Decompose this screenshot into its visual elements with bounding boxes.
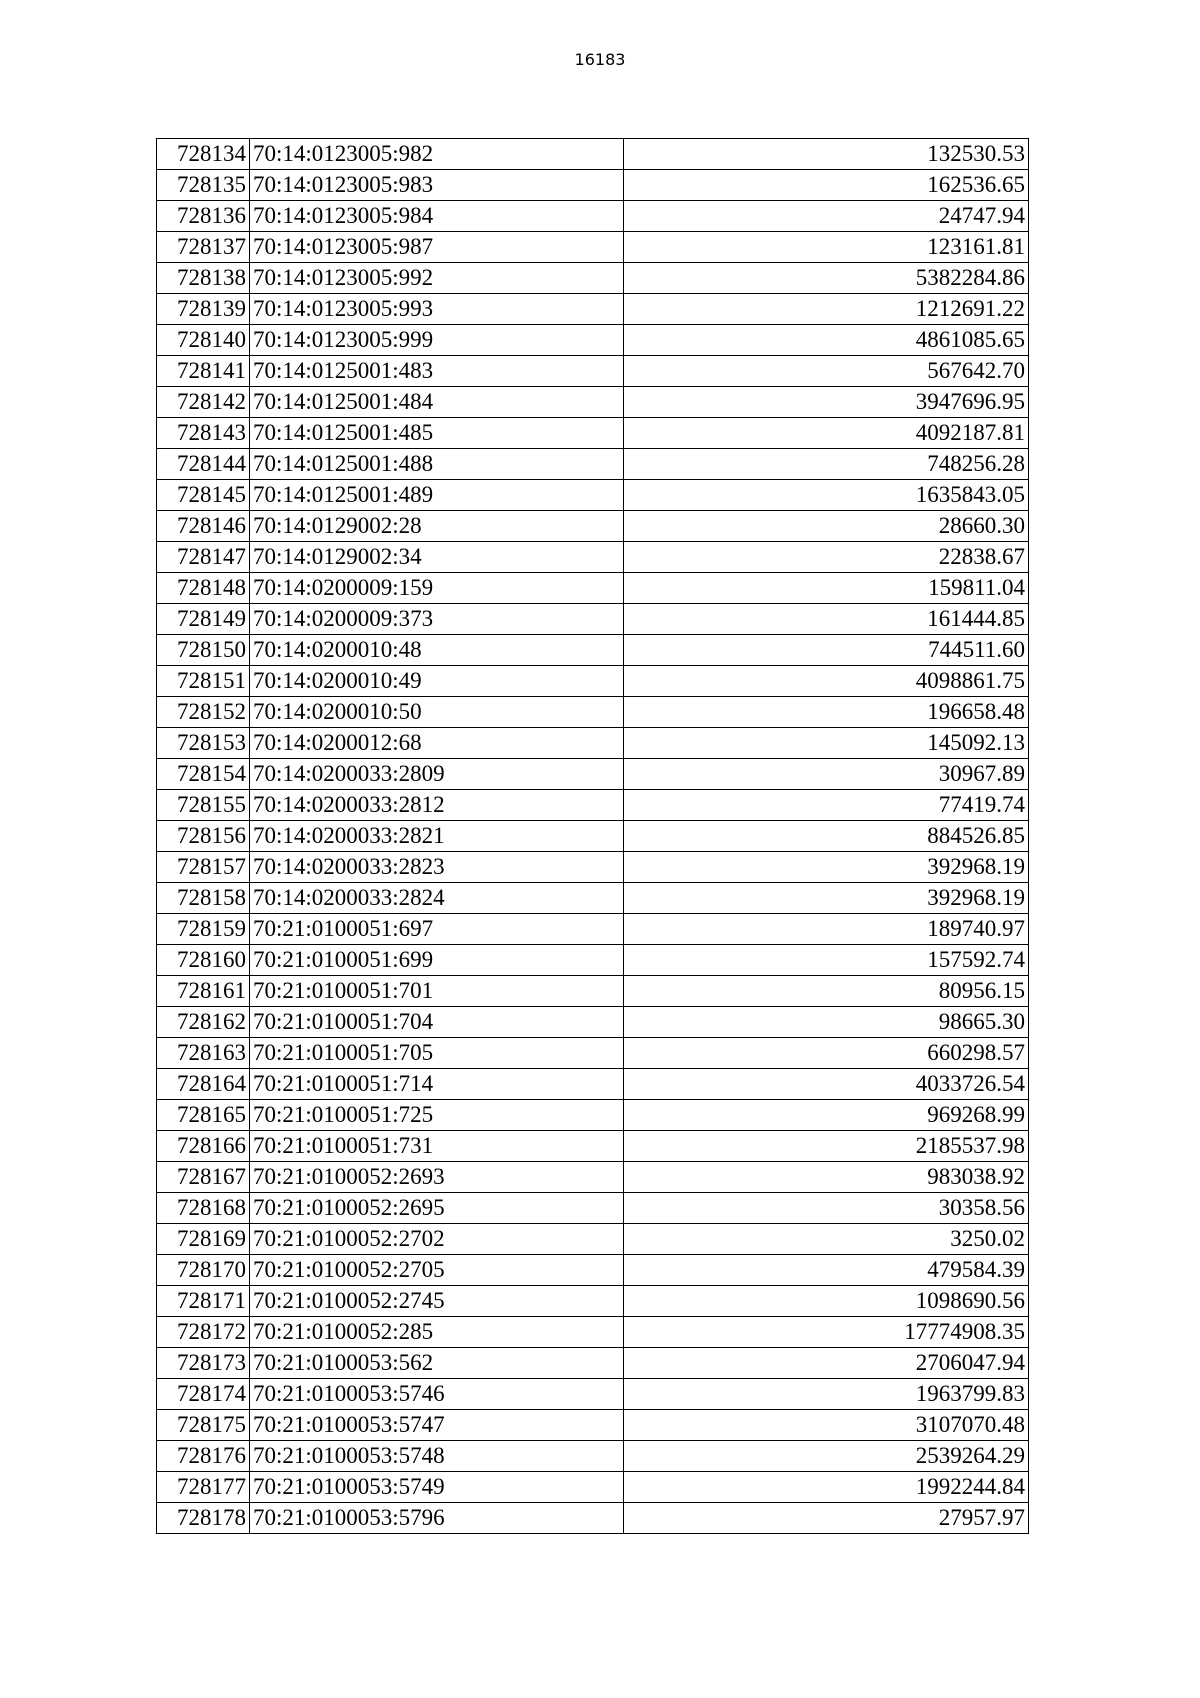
page-number: 16183 [574, 50, 626, 69]
cadastral-number-cell: 70:21:0100051:705 [250, 1038, 624, 1069]
cadastral-number-cell: 70:14:0125001:485 [250, 418, 624, 449]
cadastral-number-cell: 70:14:0125001:483 [250, 356, 624, 387]
table-row [157, 511, 1029, 542]
table-row [157, 1131, 1029, 1162]
row-number-cell: 728156 [157, 821, 250, 852]
value-cell: 392968.19 [624, 883, 1029, 914]
cadastral-number-cell: 70:21:0100053:5796 [250, 1503, 624, 1534]
row-number-cell: 728176 [157, 1441, 250, 1472]
cadastral-number-cell: 70:21:0100052:2702 [250, 1224, 624, 1255]
data-table [156, 138, 1029, 1534]
value-cell: 5382284.86 [624, 263, 1029, 294]
row-number-cell: 728146 [157, 511, 250, 542]
row-number-cell: 728162 [157, 1007, 250, 1038]
cadastral-number-cell: 70:14:0123005:999 [250, 325, 624, 356]
value-cell: 884526.85 [624, 821, 1029, 852]
table-row [157, 976, 1029, 1007]
value-cell: 4861085.65 [624, 325, 1029, 356]
table-row [157, 1224, 1029, 1255]
row-number-cell: 728145 [157, 480, 250, 511]
value-cell: 969268.99 [624, 1100, 1029, 1131]
cadastral-number-cell: 70:21:0100053:5749 [250, 1472, 624, 1503]
cadastral-number-cell: 70:14:0200033:2812 [250, 790, 624, 821]
value-cell: 4098861.75 [624, 666, 1029, 697]
value-cell: 983038.92 [624, 1162, 1029, 1193]
row-number-cell: 728175 [157, 1410, 250, 1441]
cadastral-number-cell: 70:14:0123005:983 [250, 170, 624, 201]
value-cell: 567642.70 [624, 356, 1029, 387]
row-number-cell: 728152 [157, 697, 250, 728]
value-cell: 24747.94 [624, 201, 1029, 232]
value-cell: 4092187.81 [624, 418, 1029, 449]
table-row [157, 1038, 1029, 1069]
table-row [157, 945, 1029, 976]
cadastral-number-cell: 70:14:0200033:2821 [250, 821, 624, 852]
cadastral-number-cell: 70:21:0100052:2705 [250, 1255, 624, 1286]
table-row [157, 1162, 1029, 1193]
row-number-cell: 728169 [157, 1224, 250, 1255]
value-cell: 1963799.83 [624, 1379, 1029, 1410]
row-number-cell: 728173 [157, 1348, 250, 1379]
table-row [157, 449, 1029, 480]
value-cell: 3250.02 [624, 1224, 1029, 1255]
cadastral-number-cell: 70:14:0200010:50 [250, 697, 624, 728]
cadastral-number-cell: 70:14:0129002:28 [250, 511, 624, 542]
table-row [157, 1193, 1029, 1224]
table-row [157, 1286, 1029, 1317]
row-number-cell: 728147 [157, 542, 250, 573]
row-number-cell: 728139 [157, 294, 250, 325]
row-number-cell: 728142 [157, 387, 250, 418]
cadastral-number-cell: 70:14:0123005:982 [250, 139, 624, 170]
table-row [157, 1255, 1029, 1286]
row-number-cell: 728148 [157, 573, 250, 604]
table-row [157, 356, 1029, 387]
value-cell: 1098690.56 [624, 1286, 1029, 1317]
value-cell: 98665.30 [624, 1007, 1029, 1038]
value-cell: 1992244.84 [624, 1472, 1029, 1503]
table-row [157, 635, 1029, 666]
cadastral-number-cell: 70:14:0200010:49 [250, 666, 624, 697]
value-cell: 748256.28 [624, 449, 1029, 480]
cadastral-number-cell: 70:14:0200033:2809 [250, 759, 624, 790]
value-cell: 145092.13 [624, 728, 1029, 759]
row-number-cell: 728140 [157, 325, 250, 356]
table-row [157, 852, 1029, 883]
table-row [157, 1007, 1029, 1038]
cadastral-number-cell: 70:14:0123005:987 [250, 232, 624, 263]
value-cell: 27957.97 [624, 1503, 1029, 1534]
row-number-cell: 728167 [157, 1162, 250, 1193]
cadastral-number-cell: 70:14:0200033:2823 [250, 852, 624, 883]
cadastral-number-cell: 70:14:0123005:993 [250, 294, 624, 325]
value-cell: 30967.89 [624, 759, 1029, 790]
table-row [157, 294, 1029, 325]
row-number-cell: 728157 [157, 852, 250, 883]
value-cell: 4033726.54 [624, 1069, 1029, 1100]
cadastral-number-cell: 70:14:0200009:159 [250, 573, 624, 604]
cadastral-number-cell: 70:21:0100051:725 [250, 1100, 624, 1131]
table-row [157, 1503, 1029, 1534]
cadastral-number-cell: 70:14:0125001:488 [250, 449, 624, 480]
value-cell: 189740.97 [624, 914, 1029, 945]
row-number-cell: 728159 [157, 914, 250, 945]
cadastral-number-cell: 70:21:0100051:704 [250, 1007, 624, 1038]
table-row [157, 1379, 1029, 1410]
row-number-cell: 728153 [157, 728, 250, 759]
value-cell: 123161.81 [624, 232, 1029, 263]
table-row [157, 1348, 1029, 1379]
row-number-cell: 728164 [157, 1069, 250, 1100]
cadastral-number-cell: 70:14:0123005:984 [250, 201, 624, 232]
row-number-cell: 728149 [157, 604, 250, 635]
table-body [157, 139, 1029, 1534]
value-cell: 80956.15 [624, 976, 1029, 1007]
value-cell: 1212691.22 [624, 294, 1029, 325]
table-row [157, 666, 1029, 697]
row-number-cell: 728171 [157, 1286, 250, 1317]
row-number-cell: 728178 [157, 1503, 250, 1534]
row-number-cell: 728136 [157, 201, 250, 232]
row-number-cell: 728154 [157, 759, 250, 790]
row-number-cell: 728163 [157, 1038, 250, 1069]
cadastral-number-cell: 70:21:0100053:5747 [250, 1410, 624, 1441]
value-cell: 17774908.35 [624, 1317, 1029, 1348]
table-row [157, 480, 1029, 511]
value-cell: 3107070.48 [624, 1410, 1029, 1441]
row-number-cell: 728172 [157, 1317, 250, 1348]
value-cell: 2185537.98 [624, 1131, 1029, 1162]
value-cell: 3947696.95 [624, 387, 1029, 418]
table-row [157, 1410, 1029, 1441]
cadastral-number-cell: 70:14:0200010:48 [250, 635, 624, 666]
row-number-cell: 728158 [157, 883, 250, 914]
row-number-cell: 728143 [157, 418, 250, 449]
table-row [157, 170, 1029, 201]
row-number-cell: 728168 [157, 1193, 250, 1224]
value-cell: 161444.85 [624, 604, 1029, 635]
value-cell: 162536.65 [624, 170, 1029, 201]
value-cell: 660298.57 [624, 1038, 1029, 1069]
cadastral-number-cell: 70:21:0100051:731 [250, 1131, 624, 1162]
table-row [157, 821, 1029, 852]
cadastral-number-cell: 70:21:0100051:701 [250, 976, 624, 1007]
table-row [157, 1100, 1029, 1131]
row-number-cell: 728177 [157, 1472, 250, 1503]
row-number-cell: 728150 [157, 635, 250, 666]
row-number-cell: 728166 [157, 1131, 250, 1162]
cadastral-number-cell: 70:21:0100051:699 [250, 945, 624, 976]
table-row [157, 604, 1029, 635]
table-row [157, 325, 1029, 356]
table-row [157, 263, 1029, 294]
row-number-cell: 728160 [157, 945, 250, 976]
cadastral-number-cell: 70:21:0100052:2695 [250, 1193, 624, 1224]
table-row [157, 697, 1029, 728]
table-row [157, 232, 1029, 263]
cadastral-number-cell: 70:14:0200012:68 [250, 728, 624, 759]
table-row [157, 759, 1029, 790]
value-cell: 157592.74 [624, 945, 1029, 976]
cadastral-number-cell: 70:21:0100053:562 [250, 1348, 624, 1379]
row-number-cell: 728161 [157, 976, 250, 1007]
table-row [157, 728, 1029, 759]
value-cell: 2539264.29 [624, 1441, 1029, 1472]
table-row [157, 573, 1029, 604]
row-number-cell: 728134 [157, 139, 250, 170]
table-row [157, 1472, 1029, 1503]
cadastral-number-cell: 70:14:0125001:484 [250, 387, 624, 418]
cadastral-number-cell: 70:14:0200033:2824 [250, 883, 624, 914]
value-cell: 479584.39 [624, 1255, 1029, 1286]
table-row [157, 201, 1029, 232]
table-row [157, 1069, 1029, 1100]
value-cell: 77419.74 [624, 790, 1029, 821]
value-cell: 196658.48 [624, 697, 1029, 728]
cadastral-number-cell: 70:14:0129002:34 [250, 542, 624, 573]
row-number-cell: 728144 [157, 449, 250, 480]
value-cell: 392968.19 [624, 852, 1029, 883]
table-row [157, 1441, 1029, 1472]
value-cell: 744511.60 [624, 635, 1029, 666]
cadastral-number-cell: 70:21:0100052:2693 [250, 1162, 624, 1193]
table-row [157, 914, 1029, 945]
value-cell: 22838.67 [624, 542, 1029, 573]
row-number-cell: 728151 [157, 666, 250, 697]
cadastral-number-cell: 70:21:0100052:2745 [250, 1286, 624, 1317]
table-row [157, 883, 1029, 914]
table-row [157, 418, 1029, 449]
table-row [157, 542, 1029, 573]
table-row [157, 1317, 1029, 1348]
value-cell: 1635843.05 [624, 480, 1029, 511]
row-number-cell: 728137 [157, 232, 250, 263]
row-number-cell: 728135 [157, 170, 250, 201]
row-number-cell: 728174 [157, 1379, 250, 1410]
table-row [157, 790, 1029, 821]
table-row [157, 387, 1029, 418]
value-cell: 132530.53 [624, 139, 1029, 170]
row-number-cell: 728155 [157, 790, 250, 821]
table-row [157, 139, 1029, 170]
row-number-cell: 728165 [157, 1100, 250, 1131]
value-cell: 28660.30 [624, 511, 1029, 542]
row-number-cell: 728138 [157, 263, 250, 294]
value-cell: 159811.04 [624, 573, 1029, 604]
cadastral-number-cell: 70:21:0100051:697 [250, 914, 624, 945]
cadastral-number-cell: 70:21:0100051:714 [250, 1069, 624, 1100]
cadastral-number-cell: 70:14:0125001:489 [250, 480, 624, 511]
cadastral-number-cell: 70:21:0100053:5746 [250, 1379, 624, 1410]
cadastral-number-cell: 70:21:0100053:5748 [250, 1441, 624, 1472]
cadastral-number-cell: 70:21:0100052:285 [250, 1317, 624, 1348]
value-cell: 2706047.94 [624, 1348, 1029, 1379]
row-number-cell: 728141 [157, 356, 250, 387]
cadastral-number-cell: 70:14:0123005:992 [250, 263, 624, 294]
cadastral-number-cell: 70:14:0200009:373 [250, 604, 624, 635]
row-number-cell: 728170 [157, 1255, 250, 1286]
value-cell: 30358.56 [624, 1193, 1029, 1224]
